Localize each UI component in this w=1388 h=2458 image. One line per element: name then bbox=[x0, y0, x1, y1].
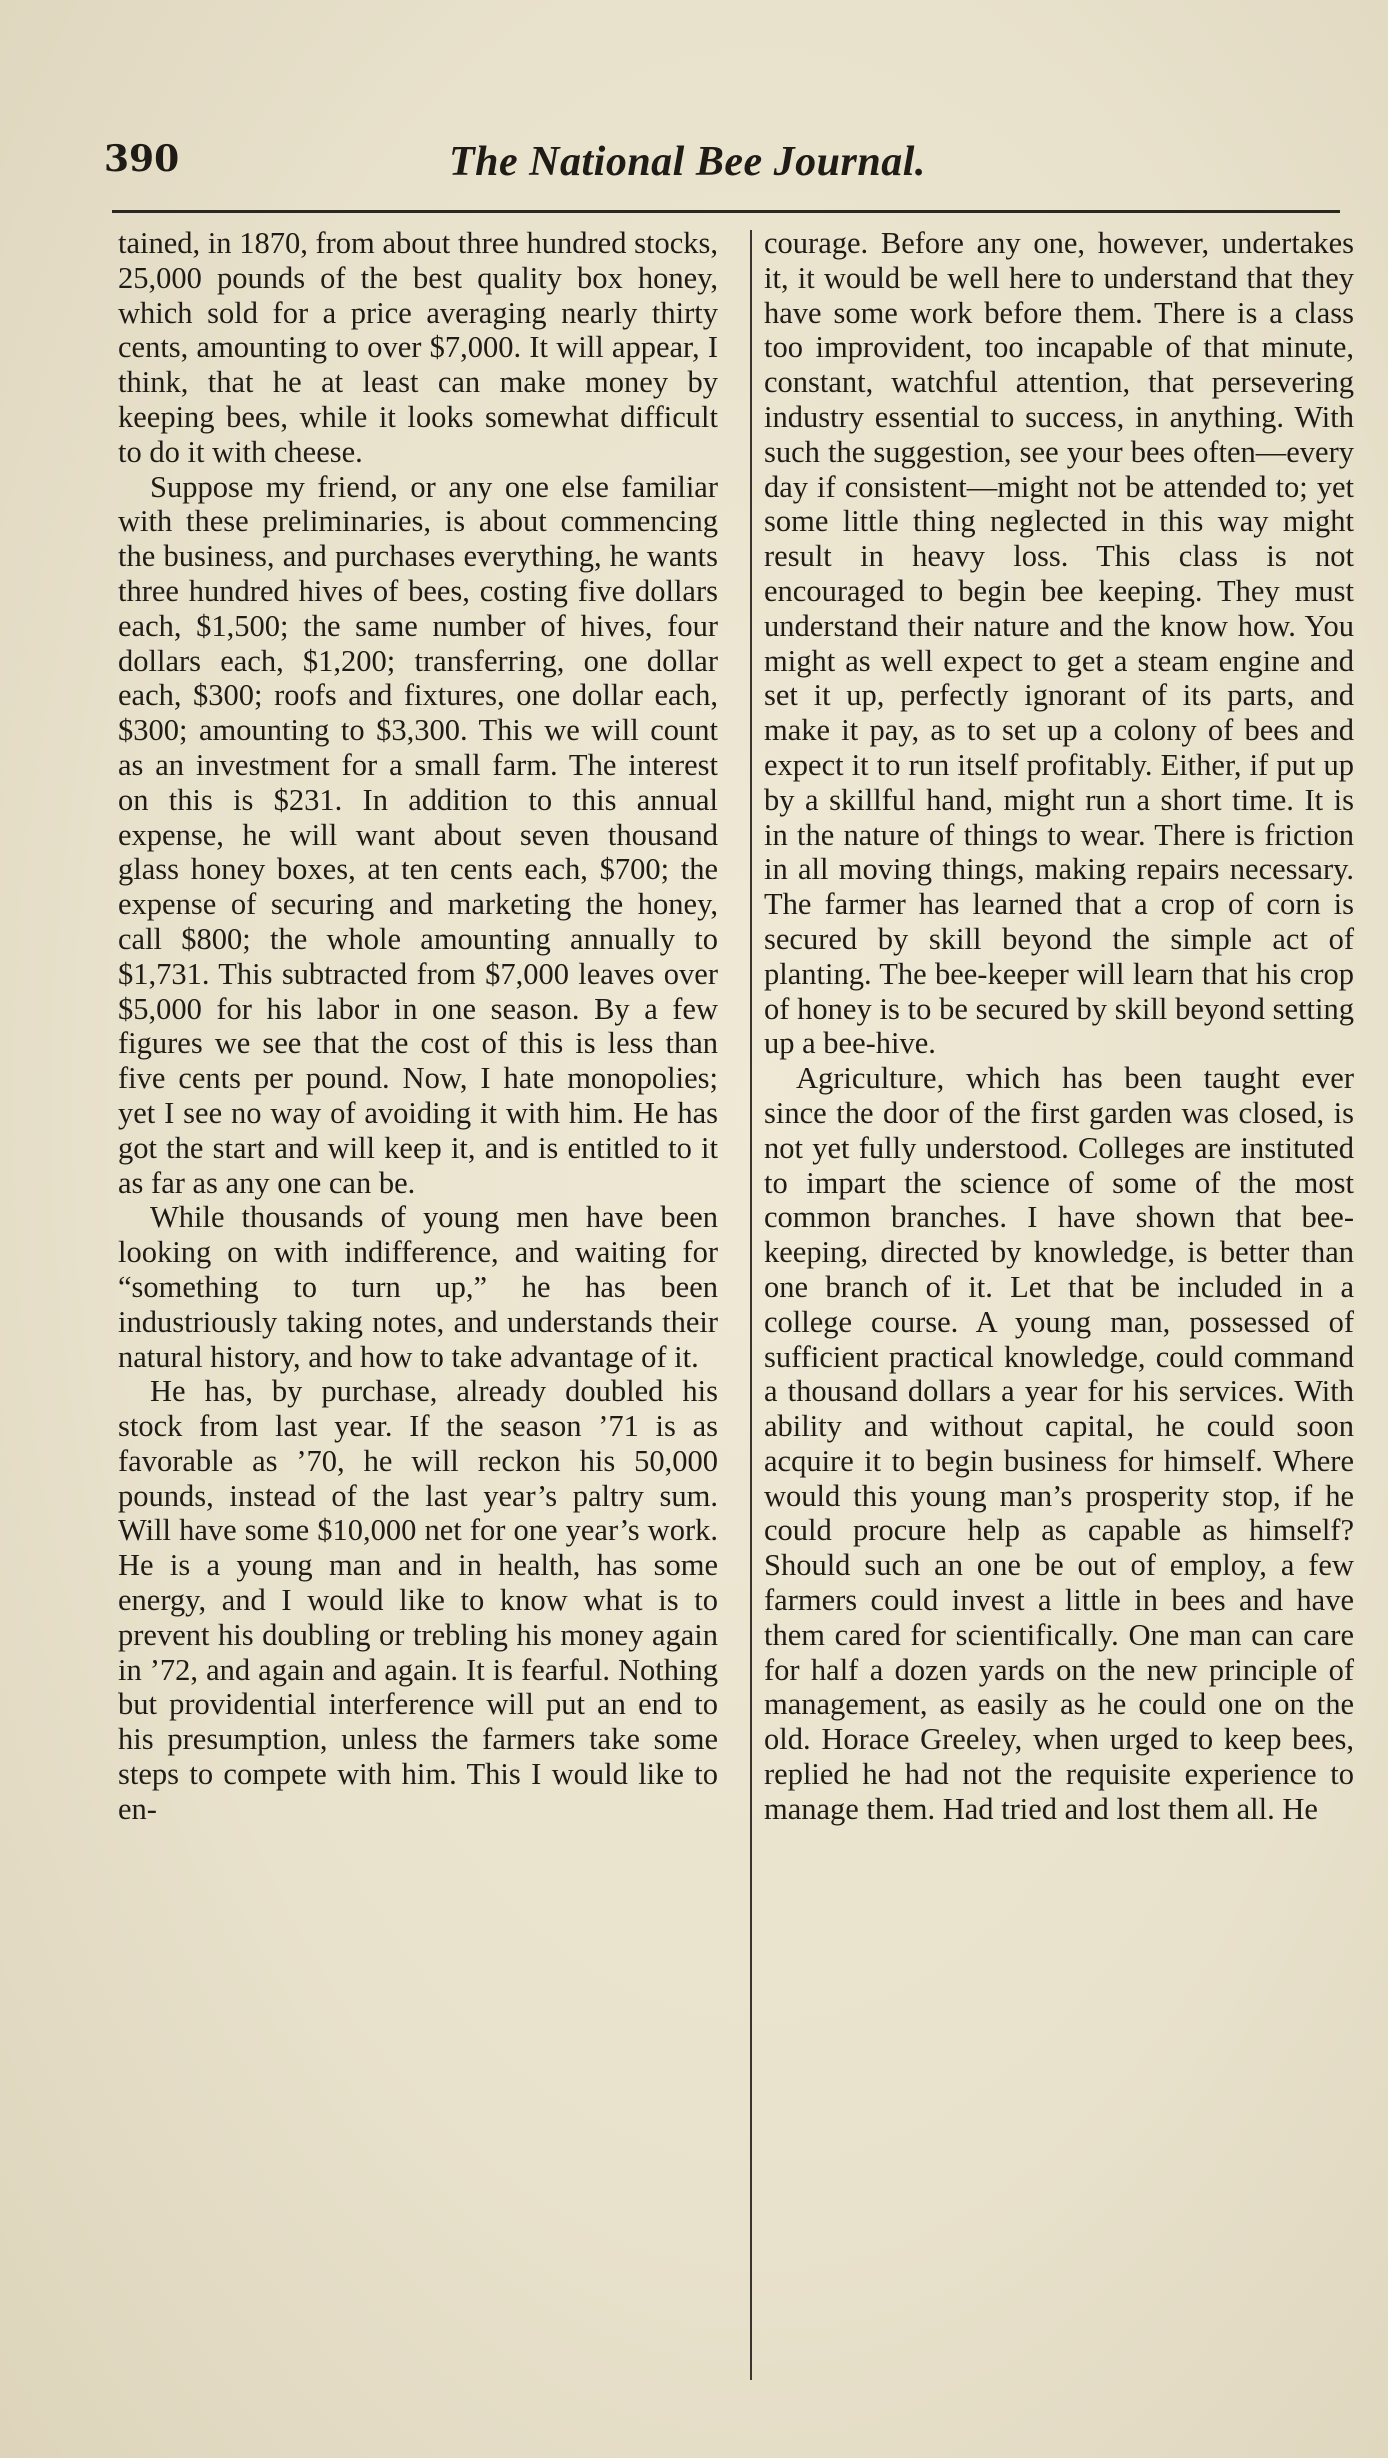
paragraph: Agriculture, which has been taught ever since the door of the first garden was closed, is not yet fully understood. Colleges are instituted to impart the science of some of the most common branches. I have shown that bee-keeping, directed by knowledge, is better than one branch of it. Let that be included in a college course. A young man, possessed of sufficient practical knowledge, could command a thousand dollars a year for his services. With ability and without capital, he could soon acquire it to begin business for himself. Where would this young man’s prosperity stop, if he could procure help as capable as himself? Should such an one be out of employ, a few farmers could invest a little in bees and have them cared for scientifically. One man can care for half a dozen yards on the new principle of management, as easily as he could one on the old. Horace Greeley, when urged to keep bees, replied he had not the requisite experience to manage them. Had tried and lost them all. He bbox=[764, 1061, 1354, 1826]
right-column bbox=[764, 226, 1354, 1827]
page-header bbox=[104, 138, 1264, 202]
header-rule bbox=[112, 210, 1340, 213]
paragraph: tained, in 1870, from about three hundred stocks, 25,000 pounds of the best quality box honey, which sold for a price averaging nearly thirty cents, amounting to over $7,000. It will appear, I think, that he at least can make money by keeping bees, while it looks somewhat difficult to do it with cheese. bbox=[118, 226, 718, 469]
left-column bbox=[118, 226, 718, 1827]
paragraph: While thousands of young men have been looking on with indifference, and waiting for “something to turn up,” he has been industriously taking notes, and understands their natural history, and how to take advantage of it. bbox=[118, 1200, 718, 1374]
page-number: 390 bbox=[104, 138, 180, 180]
paragraph: Suppose my friend, or any one else familiar with these preliminaries, is about commencing the business, and purchases everything, he wants three hundred hives of bees, costing five dollars each, $1,500; the same number of hives, four dollars each, $1,200; transferring, one dollar each, $300; roofs and fixtures, one dollar each, $300; amounting to $3,300. This we will count as an investment for a small farm. The interest on this is $231. In addition to this annual expense, he will want about seven thousand glass honey boxes, at ten cents each, $700; the expense of securing and marketing the honey, call $800; the whole amounting annually to $1,731. This subtracted from $7,000 leaves over $5,000 for his labor in one season. By a few figures we see that the cost of this is less than five cents per pound. Now, I hate monopolies; yet I see no way of avoiding it with him. He has got the start and will keep it, and is entitled to it as far as any one can be. bbox=[118, 469, 718, 1200]
journal-title: The National Bee Journal. bbox=[449, 139, 926, 185]
paragraph: He has, by purchase, already doubled his stock from last year. If the season ’71 is as favorable as ’70, he will reckon his 50,000 pounds, instead of the last year’s paltry sum. Will have some $10,000 net for one year’s work. He is a young man and in health, has some energy, and I would like to know what is to prevent his doubling or trebling his money again in ’72, and again and again. It is fearful. Nothing but providential interference will put an end to his presumption, unless the farmers take some steps to compete with him. This I would like to en- bbox=[118, 1374, 718, 1826]
column-divider bbox=[750, 230, 752, 2380]
paragraph: courage. Before any one, however, undertakes it, it would be well here to understand that they have some work before them. There is a class too improvident, too incapable of that minute, constant, watchful attention, that persevering industry essential to success, in anything. With such the suggestion, see your bees often—every day if consistent—might not be attended to; yet some little thing neglected in this way might result in heavy loss. This class is not encouraged to begin bee keeping. They must understand their nature and the know how. You might as well expect to get a steam engine and set it up, perfectly ignorant of its parts, and make it pay, as to set up a colony of bees and expect it to run itself profitably. Either, if put up by a skillful hand, might run a short time. It is in the nature of things to wear. There is friction in all moving things, making repairs necessary. The farmer has learned that a crop of corn is secured by skill beyond the simple act of planting. The bee-keeper will learn that his crop of honey is to be secured by skill beyond setting up a bee-hive. bbox=[764, 226, 1354, 1061]
